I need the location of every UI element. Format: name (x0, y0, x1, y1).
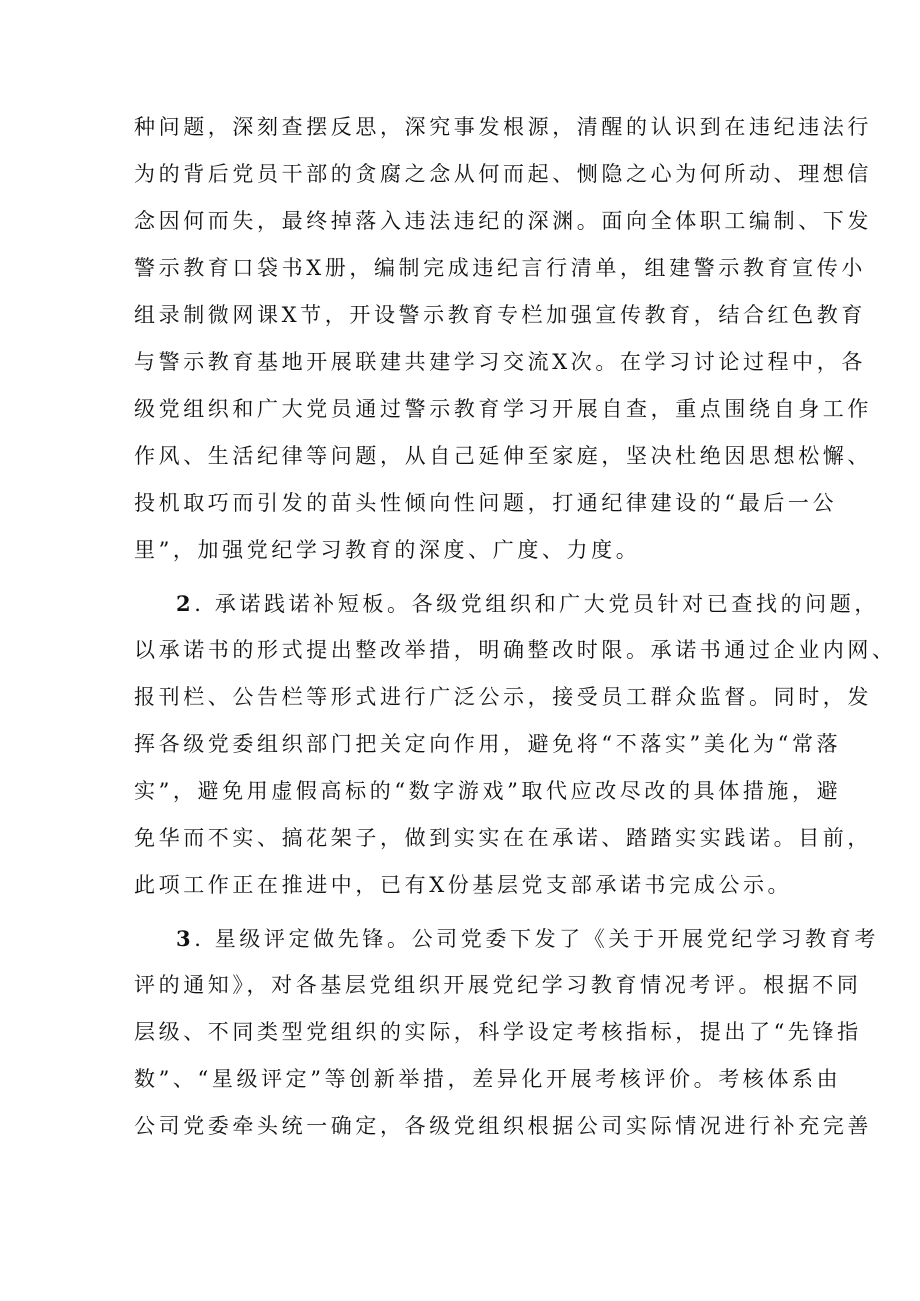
text-line: 挥各级党委组织部门把关定向作用，避免将“不落实”美化为“常落 (134, 732, 842, 756)
text-line: 免华而不实、搞花架子，做到实实在在承诺、踏踏实实践诺。目前， (134, 826, 872, 850)
paragraph-3 (134, 915, 879, 1150)
text-line: 组录制微网课X节，开设警示教育专栏加强宣传教育，结合红色教育 (134, 303, 866, 327)
section-number: 3 (176, 926, 195, 951)
section-number: 2 (176, 591, 195, 616)
text-line: 此项工作正在推进中，已有X份基层党支部承诺书完成公示。 (134, 873, 793, 897)
paragraph-2 (134, 580, 897, 909)
text-line: 为的背后党员干部的贪腐之念从何而起、恻隐之心为何所动、理想信 (134, 162, 872, 186)
text-line: 里”，加强党纪学习教育的深度、广度、力度。 (134, 538, 641, 562)
paragraph-1 (134, 104, 872, 574)
text-line: . 承诺践诺补短板。各级党组织和广大党员针对已查找的问题， (194, 592, 879, 616)
text-line: 以承诺书的形式提出整改举措，明确整改时限。承诺书通过企业内网、 (134, 638, 897, 662)
text-line: 作风、生活纪律等问题，从自己延伸至家庭，坚决杜绝因思想松懈、 (134, 444, 872, 468)
text-line: 数”、“星级评定”等创新举措，差异化开展考核评价。考核体系由 (134, 1067, 842, 1091)
text-line: 公司党委牵头统一确定，各级党组织根据公司实际情况进行补充完善 (134, 1114, 872, 1138)
text-line: 报刊栏、公告栏等形式进行广泛公示，接受员工群众监督。同时，发 (134, 685, 872, 709)
paragraph-heading-line (134, 915, 879, 962)
document-page (134, 104, 897, 1150)
text-line: 念因何而失，最终掉落入违法违纪的深渊。面向全体职工编制、下发 (134, 209, 872, 233)
paragraph-heading-line (134, 580, 879, 627)
text-line: 种问题，深刻查摆反思，深究事发根源，清醒的认识到在违纪违法行 (134, 115, 872, 139)
text-line: . 星级评定做先锋。公司党委下发了《关于开展党纪学习教育考 (194, 927, 879, 951)
text-line: 与警示教育基地开展联建共建学习交流X次。在学习讨论过程中，各 (134, 350, 866, 374)
text-line: 层级、不同类型党组织的实际，科学设定考核指标，提出了“先锋指 (134, 1020, 862, 1044)
text-line: 评的通知》，对各基层党组织开展党纪学习教育情况考评。根据不同 (134, 973, 862, 997)
text-line: 警示教育口袋书X册，编制完成违纪言行清单，组建警示教育宣传小 (134, 256, 866, 280)
text-line: 实”，避免用虚假高标的“数字游戏”取代应改尽改的具体措施，避 (134, 779, 842, 803)
text-line: 级党组织和广大党员通过警示教育学习开展自查，重点围绕自身工作 (134, 397, 872, 421)
text-line: 投机取巧而引发的苗头性倾向性问题，打通纪律建设的“最后一公 (134, 491, 838, 515)
